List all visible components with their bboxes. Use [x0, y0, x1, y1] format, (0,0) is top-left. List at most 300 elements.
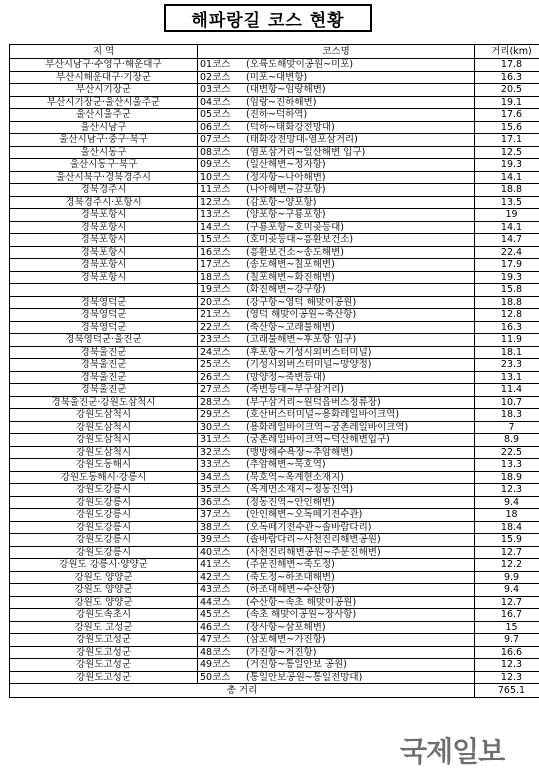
region-cell: 강원도 강릉시·양양군	[10, 559, 198, 572]
course-number: 15코스	[200, 234, 246, 246]
table-row	[10, 209, 539, 222]
course-cell	[198, 321, 475, 334]
course-cell	[198, 396, 475, 409]
region-cell: 강원도삼척시	[10, 409, 198, 422]
region-cell: 강원도고성군	[10, 646, 198, 659]
table-row	[10, 409, 539, 422]
region-cell: 경북울진군	[10, 346, 198, 359]
region-cell: 경북포항시	[10, 246, 198, 259]
course-cell	[198, 621, 475, 634]
course-route: (사천진리해변공원~주문진해변)	[246, 547, 381, 558]
region-cell: 울산시남구·중구·북구	[10, 134, 198, 147]
course-route: (송도해변~칠포해변)	[246, 259, 335, 270]
course-route: (호산버스터미널~용화레일바이크역)	[246, 409, 399, 420]
region-cell: 경북경주시·포항시	[10, 196, 198, 209]
region-cell: 경북포항시	[10, 271, 198, 284]
table-row	[10, 609, 539, 622]
region-cell: 울산시울주군	[10, 109, 198, 122]
course-route: (죽변등대~부구삼거리)	[246, 384, 344, 395]
course-route: (호미곶등대~흥환보건소)	[246, 234, 353, 245]
course-cell	[198, 434, 475, 447]
course-route: (망양정~죽변등대)	[246, 372, 326, 383]
region-cell: 경북울진군	[10, 359, 198, 372]
table-row	[10, 459, 539, 472]
course-cell	[198, 384, 475, 397]
course-route: (통일안보공원~통일전망대)	[246, 672, 362, 683]
distance-cell: 15.9	[475, 534, 539, 547]
header-region: 지 역	[10, 45, 198, 59]
course-number: 01코스	[200, 59, 246, 71]
course-number: 19코스	[200, 284, 246, 296]
distance-cell: 18.1	[475, 346, 539, 359]
course-route: (화진해변~강구항)	[246, 284, 326, 295]
distance-cell: 23.3	[475, 359, 539, 372]
table-row	[10, 96, 539, 109]
course-route: (하조대해변~수산항)	[246, 584, 335, 595]
course-number: 37코스	[200, 509, 246, 521]
course-cell	[198, 646, 475, 659]
table-row	[10, 234, 539, 247]
region-cell: 강원도강릉시	[10, 546, 198, 559]
course-number: 07코스	[200, 134, 246, 146]
table-row	[10, 84, 539, 97]
course-cell	[198, 371, 475, 384]
page-title: 해파랑길 코스 현황	[191, 6, 344, 31]
region-cell: 부산시남구·수영구·해운대구	[10, 59, 198, 72]
table-row	[10, 71, 539, 84]
course-number: 18코스	[200, 272, 246, 284]
course-number: 36코스	[200, 497, 246, 509]
region-cell: 강원도강릉시	[10, 496, 198, 509]
course-number: 09코스	[200, 159, 246, 171]
table-row	[10, 309, 539, 322]
course-route: (정자항~나아해변)	[246, 172, 326, 183]
table-row	[10, 196, 539, 209]
course-number: 38코스	[200, 522, 246, 534]
course-cell	[198, 421, 475, 434]
course-number: 26코스	[200, 372, 246, 384]
course-cell	[198, 671, 475, 684]
course-number: 22코스	[200, 322, 246, 334]
region-cell: 강원도고성군	[10, 634, 198, 647]
table-row	[10, 296, 539, 309]
course-route: (용화레일바이크역~궁촌레일바이크역)	[246, 422, 408, 433]
course-number: 41코스	[200, 559, 246, 571]
course-cell	[198, 471, 475, 484]
distance-cell: 11.9	[475, 334, 539, 347]
course-number: 06코스	[200, 122, 246, 134]
course-cell	[198, 59, 475, 72]
region-cell: 강원도 양양군	[10, 584, 198, 597]
course-route: (칠포해변~화진해변)	[246, 272, 335, 283]
total-value: 765.1	[475, 684, 539, 698]
course-number: 13코스	[200, 209, 246, 221]
region-cell: 강원도동해시	[10, 459, 198, 472]
distance-cell: 18.3	[475, 409, 539, 422]
course-route: (맹방해수욕장~추암해변)	[246, 447, 353, 458]
region-cell: 경북포항시	[10, 234, 198, 247]
region-cell: 강원도삼척시	[10, 421, 198, 434]
region-cell: 경북포항시	[10, 259, 198, 272]
table-row	[10, 371, 539, 384]
distance-cell: 14.1	[475, 171, 539, 184]
region-cell: 울산시동구·북구	[10, 159, 198, 172]
table-row	[10, 109, 539, 122]
distance-cell: 18.9	[475, 471, 539, 484]
table-row	[10, 421, 539, 434]
course-route: (염포삼거리~일산해변 입구)	[246, 147, 365, 158]
region-cell: 경북영덕군	[10, 309, 198, 322]
course-route: (대변항~임랑해변)	[246, 84, 326, 95]
distance-cell: 11.4	[475, 384, 539, 397]
course-number: 50코스	[200, 672, 246, 684]
course-cell	[198, 509, 475, 522]
table-row	[10, 621, 539, 634]
watermark-logo: 국제일보	[400, 730, 504, 770]
distance-cell: 7	[475, 421, 539, 434]
distance-cell: 12.3	[475, 671, 539, 684]
course-cell	[198, 409, 475, 422]
distance-cell: 8.9	[475, 434, 539, 447]
distance-cell: 18.8	[475, 184, 539, 197]
course-cell	[198, 209, 475, 222]
distance-cell: 18.4	[475, 521, 539, 534]
course-cell	[198, 571, 475, 584]
region-cell	[10, 284, 198, 297]
course-route: (정동진역~안인해변)	[246, 497, 335, 508]
course-route: (부구삼거리~원덕읍버스정류장)	[246, 397, 381, 408]
table-row	[10, 259, 539, 272]
distance-cell: 13.5	[475, 196, 539, 209]
course-cell	[198, 496, 475, 509]
course-table	[9, 44, 539, 698]
course-route: (옥계면소재지~정동진역)	[246, 484, 353, 495]
total-label: 총 거리	[10, 684, 475, 698]
region-cell: 강원도강릉시	[10, 509, 198, 522]
course-number: 49코스	[200, 659, 246, 671]
course-number: 03코스	[200, 84, 246, 96]
course-number: 34코스	[200, 472, 246, 484]
table-row	[10, 284, 539, 297]
course-cell	[198, 359, 475, 372]
course-number: 25코스	[200, 359, 246, 371]
course-number: 33코스	[200, 459, 246, 471]
course-cell	[198, 596, 475, 609]
region-cell: 경북포항시	[10, 221, 198, 234]
region-cell: 경북영덕군	[10, 296, 198, 309]
course-route: (장사항~삼포해변)	[246, 622, 326, 633]
course-cell	[198, 159, 475, 172]
distance-cell: 15.8	[475, 284, 539, 297]
course-route: (궁촌레일바이크역~덕산해변입구)	[246, 434, 390, 445]
distance-cell: 13.3	[475, 459, 539, 472]
table-row	[10, 171, 539, 184]
region-cell: 부산시기장군	[10, 84, 198, 97]
course-number: 45코스	[200, 609, 246, 621]
course-route: (태화강전망대-염포삼거리)	[246, 134, 358, 145]
distance-cell: 17.6	[475, 109, 539, 122]
table-row	[10, 446, 539, 459]
table-row	[10, 221, 539, 234]
course-number: 27코스	[200, 384, 246, 396]
course-number: 30코스	[200, 422, 246, 434]
region-cell: 강원도 양양군	[10, 571, 198, 584]
table-row	[10, 271, 539, 284]
region-cell: 강원도고성군	[10, 659, 198, 672]
distance-cell: 20.5	[475, 84, 539, 97]
distance-cell: 16.3	[475, 321, 539, 334]
course-number: 35코스	[200, 484, 246, 496]
course-cell	[198, 346, 475, 359]
distance-cell: 14.7	[475, 234, 539, 247]
course-route: (흥환보건소~송도해변)	[246, 247, 344, 258]
course-route: (영덕 해맞이공원~축산항)	[246, 309, 356, 320]
table-row	[10, 396, 539, 409]
region-cell: 울산시북구·경북경주시	[10, 171, 198, 184]
course-number: 48코스	[200, 647, 246, 659]
course-cell	[198, 121, 475, 134]
table-row	[10, 496, 539, 509]
region-cell: 부산시해운대구·기장군	[10, 71, 198, 84]
distance-cell: 15.6	[475, 121, 539, 134]
course-cell	[198, 446, 475, 459]
course-route: (수산항~속초 해맞이공원)	[246, 597, 356, 608]
table-row	[10, 634, 539, 647]
table-row	[10, 596, 539, 609]
course-route: (추암해변~묵호역)	[246, 459, 326, 470]
distance-cell: 16.3	[475, 71, 539, 84]
course-cell	[198, 109, 475, 122]
distance-cell: 17.9	[475, 259, 539, 272]
course-cell	[198, 134, 475, 147]
course-route: (속초 해맞이공원~장사항)	[246, 609, 356, 620]
course-number: 42코스	[200, 572, 246, 584]
course-route: (미포~대변항)	[246, 72, 307, 83]
course-cell	[198, 271, 475, 284]
table-row	[10, 571, 539, 584]
course-number: 28코스	[200, 397, 246, 409]
region-cell: 강원도강릉시	[10, 484, 198, 497]
course-cell	[198, 534, 475, 547]
distance-cell: 15	[475, 621, 539, 634]
table-header-row	[10, 45, 539, 59]
region-cell: 강원도강릉시	[10, 534, 198, 547]
course-number: 20코스	[200, 297, 246, 309]
distance-cell: 12.5	[475, 146, 539, 159]
distance-cell: 18	[475, 509, 539, 522]
region-cell: 강원도삼척시	[10, 434, 198, 447]
table-row	[10, 334, 539, 347]
course-route: (강구항~영덕 해맞이공원)	[246, 297, 356, 308]
distance-cell: 16.6	[475, 646, 539, 659]
course-cell	[198, 259, 475, 272]
distance-cell: 22.4	[475, 246, 539, 259]
table-row	[10, 509, 539, 522]
course-route: (구룡포항~호미곶등대)	[246, 222, 344, 233]
course-cell	[198, 184, 475, 197]
distance-cell: 17.8	[475, 59, 539, 72]
course-route: (덕하~태화강전망대)	[246, 122, 335, 133]
table-row	[10, 121, 539, 134]
region-cell: 강원도고성군	[10, 671, 198, 684]
course-route: (솔바람다리~사천진리해변공원)	[246, 534, 381, 545]
course-number: 23코스	[200, 334, 246, 346]
course-number: 11코스	[200, 184, 246, 196]
course-route: (기성시외버스터미널~망양정)	[246, 359, 372, 370]
course-number: 05코스	[200, 109, 246, 121]
course-route: (양포항~구룡포항)	[246, 209, 326, 220]
table-row	[10, 671, 539, 684]
region-cell: 울산시남구	[10, 121, 198, 134]
course-route: (임랑~진하해변)	[246, 97, 316, 108]
distance-cell: 16.7	[475, 609, 539, 622]
table-row	[10, 534, 539, 547]
table-row	[10, 471, 539, 484]
distance-cell: 9.9	[475, 571, 539, 584]
table-row	[10, 184, 539, 197]
course-route: (나아해변~감포항)	[246, 184, 326, 195]
region-cell: 울산시동구	[10, 146, 198, 159]
table-row	[10, 646, 539, 659]
course-number: 46코스	[200, 622, 246, 634]
course-cell	[198, 459, 475, 472]
course-number: 16코스	[200, 247, 246, 259]
course-cell	[198, 521, 475, 534]
course-route: (감포항~양포항)	[246, 197, 316, 208]
distance-cell: 19.3	[475, 271, 539, 284]
course-number: 24코스	[200, 347, 246, 359]
region-cell: 강원도강릉시	[10, 521, 198, 534]
distance-cell: 12.3	[475, 659, 539, 672]
distance-cell: 17.1	[475, 134, 539, 147]
course-number: 39코스	[200, 534, 246, 546]
distance-cell: 19.3	[475, 159, 539, 172]
course-route: (죽도정~하조대해변)	[246, 572, 335, 583]
distance-cell: 12.7	[475, 596, 539, 609]
distance-cell: 9.4	[475, 584, 539, 597]
table-row	[10, 146, 539, 159]
course-number: 47코스	[200, 634, 246, 646]
course-number: 17코스	[200, 259, 246, 271]
course-number: 21코스	[200, 309, 246, 321]
region-cell: 경북울진군	[10, 371, 198, 384]
distance-cell: 9.4	[475, 496, 539, 509]
course-number: 40코스	[200, 547, 246, 559]
table-row	[10, 434, 539, 447]
header-course: 코스명	[198, 45, 475, 59]
course-cell	[198, 196, 475, 209]
course-route: (고래불해변~후포항 입구)	[246, 334, 356, 345]
distance-cell: 19	[475, 209, 539, 222]
course-route: (묵호역~옥계현소재지)	[246, 472, 344, 483]
distance-cell: 22.5	[475, 446, 539, 459]
region-cell: 경북울진군	[10, 384, 198, 397]
course-cell	[198, 609, 475, 622]
title-box	[164, 4, 372, 32]
course-number: 32코스	[200, 447, 246, 459]
table-row	[10, 584, 539, 597]
course-cell	[198, 221, 475, 234]
course-route: (일산해변~정자항)	[246, 159, 326, 170]
course-cell	[198, 546, 475, 559]
table-row	[10, 384, 539, 397]
region-cell: 경북경주시	[10, 184, 198, 197]
course-number: 08코스	[200, 147, 246, 159]
course-number: 10코스	[200, 172, 246, 184]
course-number: 12코스	[200, 197, 246, 209]
course-cell	[198, 171, 475, 184]
course-cell	[198, 96, 475, 109]
distance-cell: 12.3	[475, 484, 539, 497]
distance-cell: 12.8	[475, 309, 539, 322]
table-row	[10, 359, 539, 372]
course-number: 14코스	[200, 222, 246, 234]
total-row	[10, 684, 539, 698]
course-number: 44코스	[200, 597, 246, 609]
table-row	[10, 321, 539, 334]
course-cell	[198, 659, 475, 672]
course-cell	[198, 296, 475, 309]
table-row	[10, 134, 539, 147]
distance-cell: 12.7	[475, 546, 539, 559]
course-route: (축산항~고래불해변)	[246, 322, 335, 333]
course-number: 31코스	[200, 434, 246, 446]
region-cell: 경북영덕군·울진군	[10, 334, 198, 347]
course-route: (주문진해변~죽도정)	[246, 559, 335, 570]
course-cell	[198, 234, 475, 247]
distance-cell: 18.8	[475, 296, 539, 309]
course-cell	[198, 246, 475, 259]
region-cell: 강원도 고성군	[10, 621, 198, 634]
region-cell: 경북영덕군	[10, 321, 198, 334]
region-cell: 강원도동해시·강릉시	[10, 471, 198, 484]
course-number: 43코스	[200, 584, 246, 596]
table-row	[10, 246, 539, 259]
distance-cell: 14.1	[475, 221, 539, 234]
course-number: 29코스	[200, 409, 246, 421]
region-cell: 강원도 양양군	[10, 596, 198, 609]
region-cell: 경북울진군·강원도삼척시	[10, 396, 198, 409]
region-cell: 경북포항시	[10, 209, 198, 222]
distance-cell: 13.1	[475, 371, 539, 384]
course-route: (후포항~기성시외버스터미널)	[246, 347, 372, 358]
course-route: (오독떼기전수관~솔바람다리)	[246, 522, 372, 533]
course-number: 04코스	[200, 97, 246, 109]
course-cell	[198, 584, 475, 597]
header-distance: 거리(km)	[475, 45, 539, 59]
course-route: (안인해변~오독떼기전수관)	[246, 509, 362, 520]
table-row	[10, 559, 539, 572]
course-cell	[198, 284, 475, 297]
course-route: (삼포해변~가진항)	[246, 634, 326, 645]
table-row	[10, 59, 539, 72]
distance-cell: 19.1	[475, 96, 539, 109]
course-cell	[198, 634, 475, 647]
table-row	[10, 659, 539, 672]
table-row	[10, 484, 539, 497]
distance-cell: 12.2	[475, 559, 539, 572]
table-row	[10, 521, 539, 534]
course-cell	[198, 71, 475, 84]
course-cell	[198, 484, 475, 497]
distance-cell: 9.7	[475, 634, 539, 647]
course-route: (오륙도해맞이공원~미포)	[246, 59, 353, 70]
course-cell	[198, 84, 475, 97]
course-cell	[198, 309, 475, 322]
course-cell	[198, 146, 475, 159]
course-cell	[198, 334, 475, 347]
course-route: (진하~덕하역)	[246, 109, 307, 120]
